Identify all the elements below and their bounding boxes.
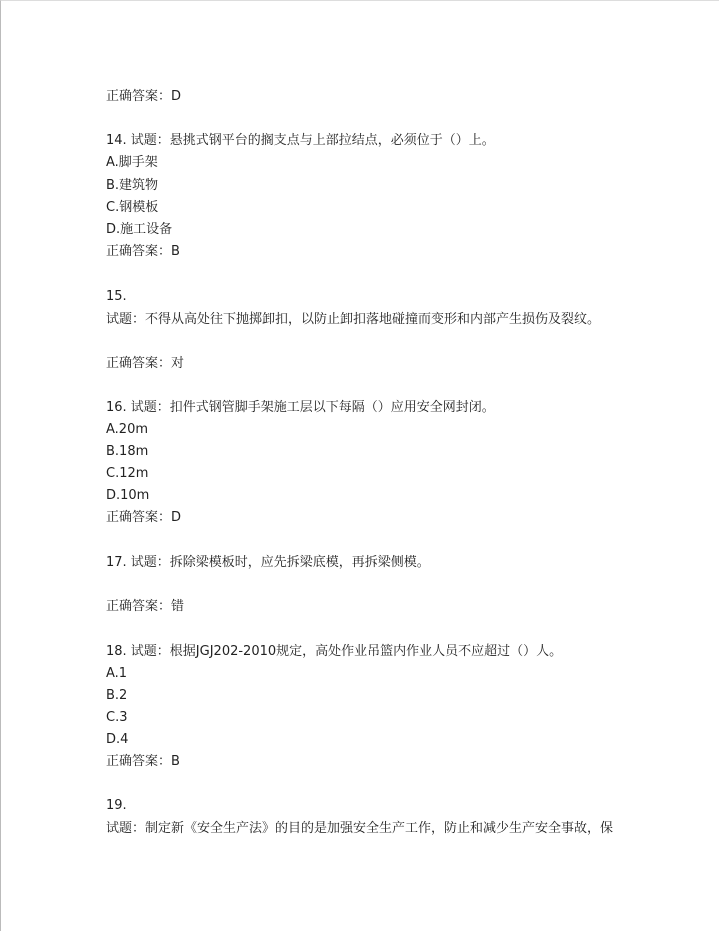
option-line: C.3: [106, 710, 128, 725]
answer-line: 正确答案：对: [106, 356, 185, 371]
option-line: A.20m: [106, 422, 149, 437]
option-line: A.脚手架: [106, 155, 158, 170]
question-line: 16. 试题：扣件式钢管脚手架施工层以下每隔（）应用安全网封闭。: [106, 400, 495, 415]
question-line: 17. 试题：拆除梁模板时，应先拆梁底模，再拆梁侧模。: [106, 555, 430, 570]
option-line: B.18m: [106, 444, 149, 459]
question-line: 试题：制定新《安全生产法》的目的是加强安全生产工作，防止和减少生产安全事故，保: [106, 821, 614, 836]
answer-line: 正确答案：B: [106, 754, 180, 769]
answer-line: 正确答案：错: [106, 599, 185, 614]
question-number: 19.: [106, 798, 127, 813]
option-line: D.10m: [106, 488, 150, 503]
option-line: D.施工设备: [106, 222, 173, 237]
option-line: B.2: [106, 688, 128, 703]
answer-line: 正确答案：D: [106, 510, 182, 525]
option-line: A.1: [106, 666, 128, 681]
question-line: 试题：不得从高处往下抛掷卸扣，以防止卸扣落地碰撞而变形和内部产生损伤及裂纹。: [106, 312, 601, 327]
question-line: 14. 试题：悬挑式钢平台的搁支点与上部拉结点，必须位于（）上。: [106, 133, 495, 148]
question-line: 18. 试题：根据JGJ202-2010规定，高处作业吊篮内作业人员不应超过（）人。: [106, 644, 563, 659]
answer-line: 正确答案：D: [106, 89, 182, 104]
option-line: C.钢模板: [106, 200, 159, 215]
option-line: D.4: [106, 732, 129, 747]
option-line: B.建筑物: [106, 178, 159, 193]
option-line: C.12m: [106, 466, 149, 481]
question-number: 15.: [106, 289, 127, 304]
answer-line: 正确答案：B: [106, 244, 180, 259]
